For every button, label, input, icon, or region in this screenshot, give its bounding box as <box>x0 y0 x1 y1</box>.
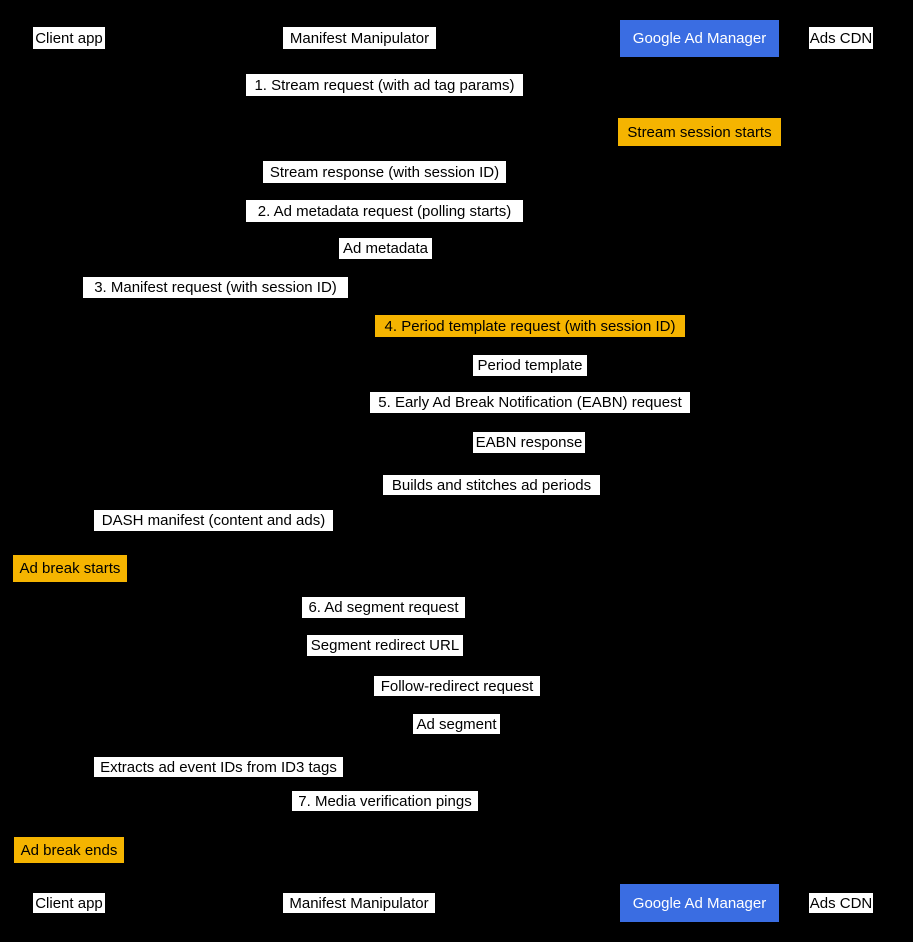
message-3-manifest-request: 3. Manifest request (with session ID) <box>83 277 348 298</box>
message-ad-metadata: Ad metadata <box>339 238 432 259</box>
action-extracts-ad-event-ids: Extracts ad event IDs from ID3 tags <box>94 757 343 777</box>
actor-manifest-manipulator-bottom: Manifest Manipulator <box>283 893 435 913</box>
message-follow-redirect-request: Follow-redirect request <box>374 676 540 696</box>
message-dash-manifest: DASH manifest (content and ads) <box>94 510 333 531</box>
actor-ads-cdn-top: Ads CDN <box>809 27 873 49</box>
message-ad-segment: Ad segment <box>413 714 500 734</box>
actor-google-ad-manager-bottom: Google Ad Manager <box>620 884 779 922</box>
message-2-ad-metadata-request: 2. Ad metadata request (polling starts) <box>246 200 523 222</box>
message-6-ad-segment-request: 6. Ad segment request <box>302 597 465 618</box>
note-stream-session-starts: Stream session starts <box>618 118 781 146</box>
note-ad-break-ends: Ad break ends <box>14 837 124 863</box>
message-eabn-response: EABN response <box>473 432 585 453</box>
message-4-period-template-request: 4. Period template request (with session ID) <box>375 315 685 337</box>
actor-client-app-top: Client app <box>33 27 105 49</box>
note-ad-break-starts: Ad break starts <box>13 555 127 582</box>
message-5-eabn-request: 5. Early Ad Break Notification (EABN) request <box>370 392 690 413</box>
action-builds-and-stitches-ad-periods: Builds and stitches ad periods <box>383 475 600 495</box>
message-period-template: Period template <box>473 355 587 376</box>
actor-ads-cdn-bottom: Ads CDN <box>809 894 873 912</box>
actor-google-ad-manager-top: Google Ad Manager <box>620 20 779 57</box>
message-7-media-verification-pings: 7. Media verification pings <box>292 791 478 811</box>
message-stream-response: Stream response (with session ID) <box>263 161 506 183</box>
message-segment-redirect-url: Segment redirect URL <box>307 635 463 656</box>
actor-manifest-manipulator-top: Manifest Manipulator <box>283 27 436 49</box>
actor-client-app-bottom: Client app <box>33 893 105 913</box>
message-1-stream-request: 1. Stream request (with ad tag params) <box>246 74 523 96</box>
